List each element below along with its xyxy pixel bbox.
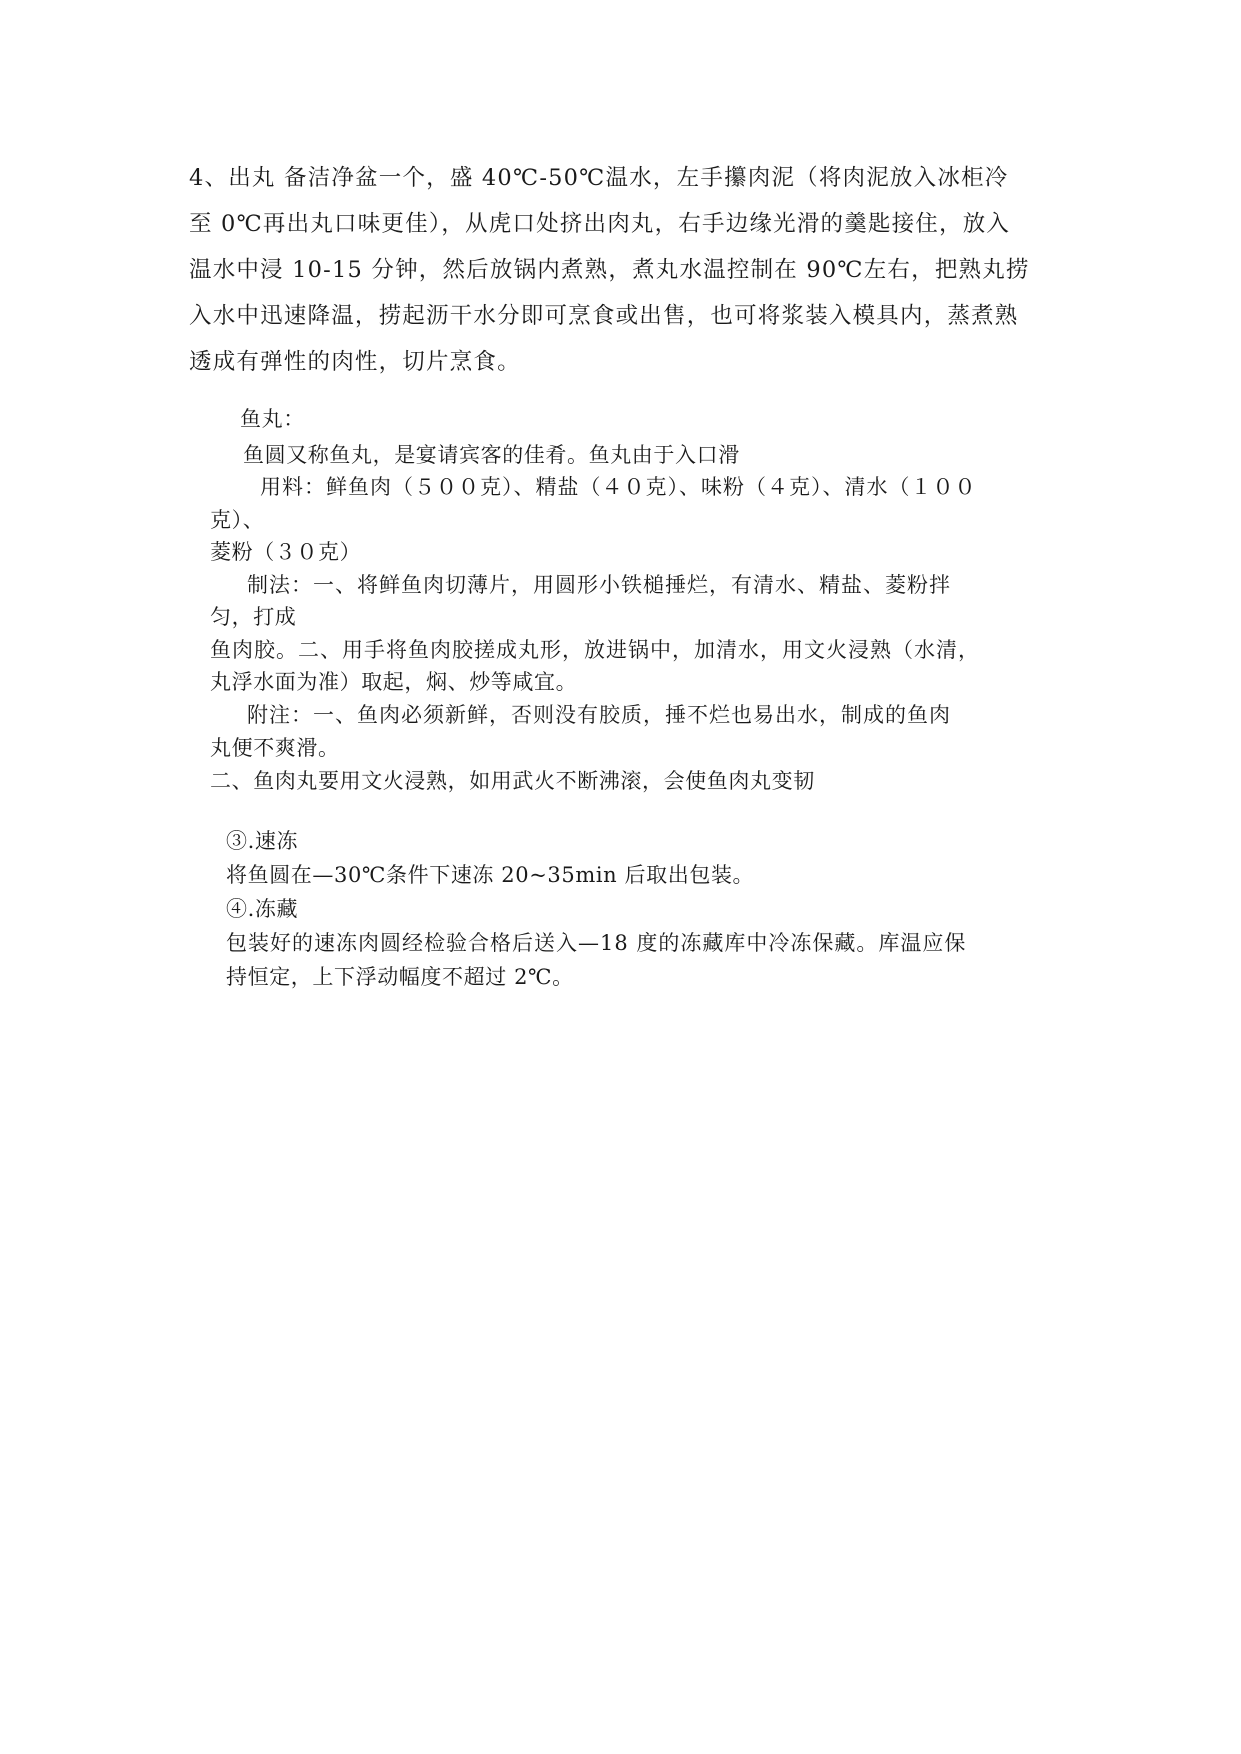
paragraph-line: 入水中迅速降温，捞起沥干水分即可烹食或出售，也可将浆装入模具内，蒸煮熟: [189, 303, 1019, 329]
ingredients-line: 菱粉（３０克）: [210, 540, 362, 564]
ingredients-line: 用料：鲜鱼肉（５００克）、精盐（４０克）、味粉（４克）、清水（１００: [260, 475, 977, 499]
method-line: 匀，打成: [210, 605, 297, 629]
section-heading: ③.速冻: [226, 829, 299, 853]
paragraph-line: 包装好的速冻肉圆经检验合格后送入—18 度的冻藏库中冷冻保藏。库温应保: [226, 931, 967, 955]
method-line: 鱼肉胶。二、用手将鱼肉胶搓成丸形，放进锅中，加清水，用文火浸熟（水清，: [210, 638, 980, 662]
method-line: 丸浮水面为准）取起，焖、炒等咸宜。: [210, 670, 578, 694]
paragraph-line: 鱼圆又称鱼丸，是宴请宾客的佳肴。鱼丸由于入口滑: [243, 443, 740, 467]
note-line: 二、鱼肉丸要用文火浸熟，如用武火不断沸滚，会使鱼肉丸变韧: [210, 769, 815, 793]
paragraph-line: 温水中浸 10-15 分钟，然后放锅内煮熟，煮丸水温控制在 90℃左右，把熟丸捞: [189, 257, 1030, 283]
ingredients-line: 克）、: [210, 508, 265, 532]
paragraph-line: 透成有弹性的肉性，切片烹食。: [189, 349, 521, 375]
section-heading: ④.冻藏: [226, 897, 299, 921]
paragraph-line: 至 0℃再出丸口味更佳），从虎口处挤出肉丸，右手边缘光滑的羹匙接住，放入: [189, 211, 1011, 237]
method-line: 制法：一、将鲜鱼肉切薄片，用圆形小铁槌捶烂，有清水、精盐、菱粉拌: [247, 573, 951, 597]
paragraph-line: 4、出丸 备洁净盆一个，盛 40℃-50℃温水，左手攥肉泥（将肉泥放入冰柜冷: [189, 165, 1009, 191]
paragraph-line: 将鱼圆在—30℃条件下速冻 20~35min 后取出包装。: [226, 863, 755, 887]
note-line: 附注：一、鱼肉必须新鲜，否则没有胶质，捶不烂也易出水，制成的鱼肉: [247, 703, 951, 727]
section-heading: 鱼丸：: [240, 407, 305, 431]
note-line: 丸便不爽滑。: [210, 736, 340, 760]
paragraph-line: 持恒定，上下浮动幅度不超过 2℃。: [226, 965, 574, 989]
